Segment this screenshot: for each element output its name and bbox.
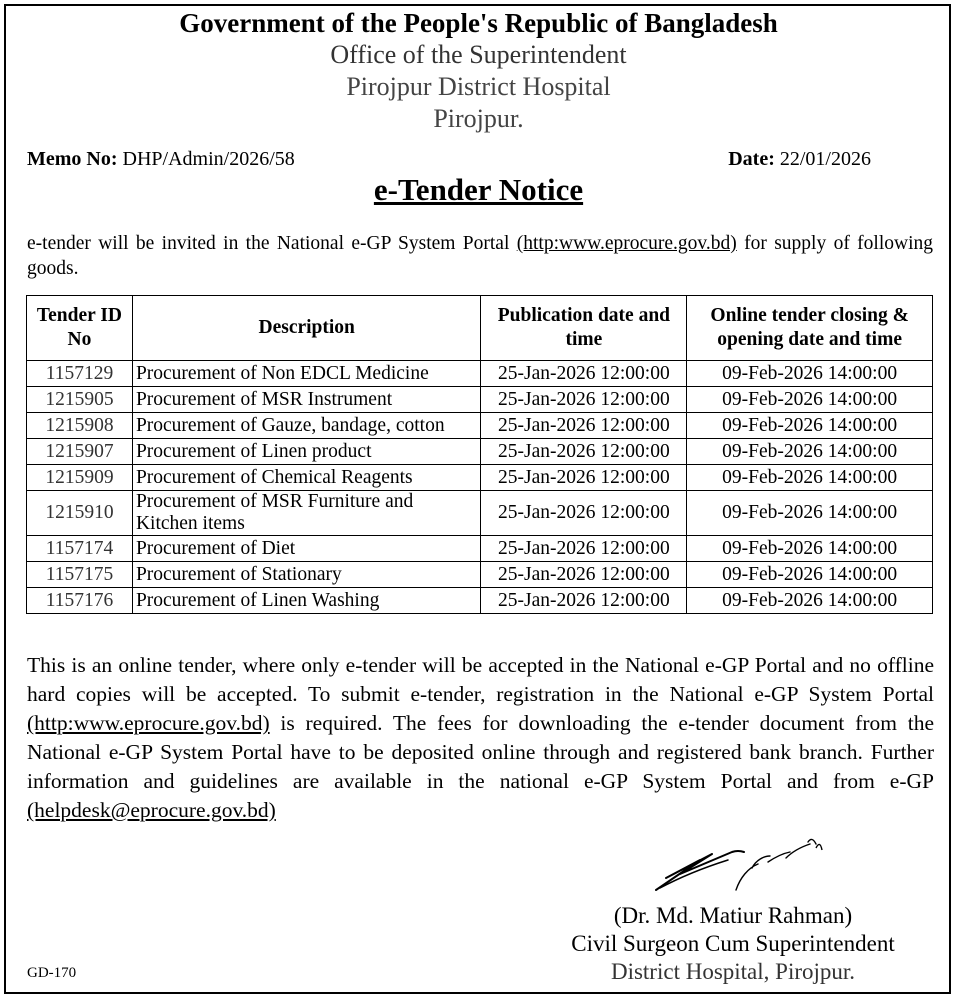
date-value: 22/01/2026: [779, 148, 871, 170]
publication-time: 25-Jan-2026 12:00:00: [481, 413, 687, 439]
tender-description: Procurement of Chemical Reagents: [132, 465, 481, 491]
tender-description: Procurement of Gauze, bandage, cotton: [132, 413, 481, 439]
eprocure-link-2[interactable]: (http:www.eprocure.gov.bd): [27, 711, 270, 735]
table-row: [27, 588, 933, 614]
closing-time: 09-Feb-2026 14:00:00: [687, 387, 933, 413]
notice-date: [728, 148, 871, 171]
memo-label: Memo No:: [27, 148, 118, 170]
table-header-row: [27, 296, 933, 361]
instructions-paragraph: [27, 651, 934, 825]
column-header-publication: Publication date and time: [481, 296, 687, 361]
publication-time: 25-Jan-2026 12:00:00: [481, 465, 687, 491]
tender-description: Procurement of Stationary: [132, 562, 481, 588]
tender-id: 1157176: [27, 588, 133, 614]
publication-time: 25-Jan-2026 12:00:00: [481, 536, 687, 562]
publication-time: 25-Jan-2026 12:00:00: [481, 588, 687, 614]
column-header-closing: Online tender closing & opening date and time: [687, 296, 933, 361]
column-header-tender-id: Tender ID No: [27, 296, 133, 361]
helpdesk-email-link[interactable]: (helpdesk@eprocure.gov.bd): [27, 798, 276, 822]
signer-name: (Dr. Md. Matiur Rahman): [613, 903, 853, 928]
table-row: [27, 413, 933, 439]
government-heading: Government of the People's Republic of Bangladesh: [179, 8, 778, 38]
tender-description: Procurement of Non EDCL Medicine: [132, 361, 481, 387]
publication-time: 25-Jan-2026 12:00:00: [481, 491, 687, 536]
table-row: [27, 536, 933, 562]
intro-paragraph: [27, 231, 933, 281]
column-header-description: Description: [132, 296, 481, 361]
memo-value: DHP/Admin/2026/58: [122, 148, 295, 170]
tender-description: Procurement of Linen product: [132, 439, 481, 465]
location-heading: Pirojpur.: [433, 104, 524, 133]
tender-table: [26, 295, 933, 614]
table-row: [27, 387, 933, 413]
tender-id: 1157174: [27, 536, 133, 562]
closing-time: 09-Feb-2026 14:00:00: [687, 465, 933, 491]
closing-time: 09-Feb-2026 14:00:00: [687, 413, 933, 439]
table-row: [27, 361, 933, 387]
tender-id: 1215905: [27, 387, 133, 413]
date-label: Date:: [728, 148, 775, 170]
closing-time: 09-Feb-2026 14:00:00: [687, 439, 933, 465]
tender-id: 1215910: [27, 491, 133, 536]
publication-time: 25-Jan-2026 12:00:00: [481, 361, 687, 387]
office-heading: Office of the Superintendent: [330, 40, 627, 69]
eprocure-link[interactable]: (http:www.eprocure.gov.bd): [516, 233, 737, 254]
memo-number: [27, 148, 295, 171]
tender-id: 1215909: [27, 465, 133, 491]
intro-text-before: e-tender will be invited in the National e-GP System Portal: [27, 233, 517, 254]
closing-time: 09-Feb-2026 14:00:00: [687, 562, 933, 588]
table-row: [27, 562, 933, 588]
form-code: GD-170: [27, 965, 77, 981]
tender-id: 1157175: [27, 562, 133, 588]
closing-time: 09-Feb-2026 14:00:00: [687, 536, 933, 562]
table-row: [27, 465, 933, 491]
instructions-text-2: is required. The fees for downloading the e-tender document from the National e-GP System Portal have to be deposited online through and registered bank branch. Further information and guidelines are available in the national e-GP System Portal and from e-GP: [27, 711, 934, 793]
publication-time: 25-Jan-2026 12:00:00: [481, 562, 687, 588]
intro-text-after: for supply of following goods.: [27, 233, 933, 279]
closing-time: 09-Feb-2026 14:00:00: [687, 361, 933, 387]
tender-id: 1215908: [27, 413, 133, 439]
publication-time: 25-Jan-2026 12:00:00: [481, 439, 687, 465]
signer-office: District Hospital, Pirojpur.: [610, 959, 856, 984]
publication-time: 25-Jan-2026 12:00:00: [481, 387, 687, 413]
table-row: [27, 439, 933, 465]
signer-designation: Civil Surgeon Cum Superintendent: [571, 931, 895, 956]
tender-description: Procurement of MSR Furniture and Kitchen items: [132, 491, 481, 536]
tender-id: 1157129: [27, 361, 133, 387]
closing-time: 09-Feb-2026 14:00:00: [687, 588, 933, 614]
closing-time: 09-Feb-2026 14:00:00: [687, 491, 933, 536]
table-row: [27, 491, 933, 536]
handwritten-signature: [640, 838, 830, 898]
tender-description: Procurement of MSR Instrument: [132, 387, 481, 413]
tender-id: 1215907: [27, 439, 133, 465]
instructions-text-1: This is an online tender, where only e-tender will be accepted in the National e-GP Portal and no offline hard copies will be accepted. To submit e-tender, registration in the National e-GP System Portal: [27, 653, 934, 706]
notice-title: e-Tender Notice: [373, 172, 584, 207]
hospital-heading: Pirojpur District Hospital: [346, 72, 611, 101]
tender-description: Procurement of Linen Washing: [132, 588, 481, 614]
tender-description: Procurement of Diet: [132, 536, 481, 562]
